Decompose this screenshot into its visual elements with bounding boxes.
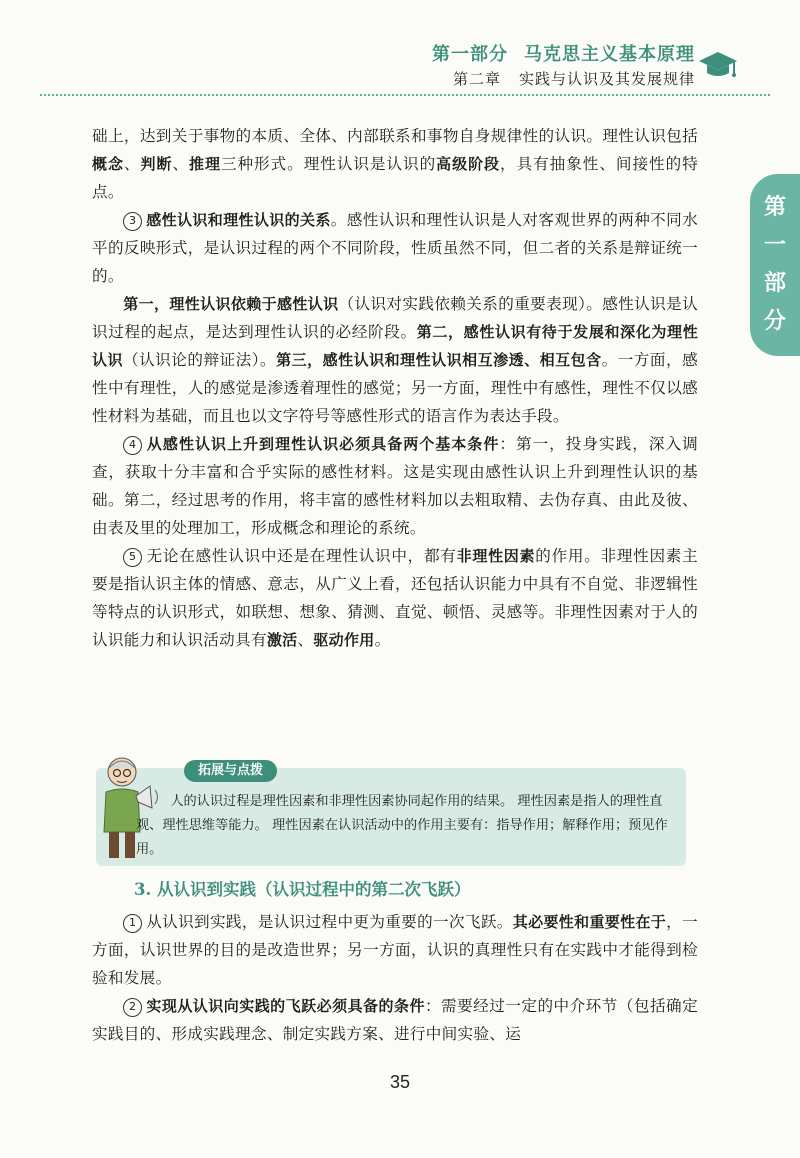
section-heading: 3. 从认识到实践（认识过程中的第二次飞跃）	[134, 880, 471, 899]
graduation-cap-icon	[698, 48, 738, 82]
paragraph-three-points: 第一，理性认识依赖于感性认识（认识对实践依赖关系的重要表现）。感性认识是认识过程的起点，是达到理性认识的必经阶段。第二，感性认识有待于发展和深化为理性认识（认识论的辩证法）。第三，感性认识和理性认识相互渗透、相互包含。一方面，感性中有理性，人的感觉是渗透着理性的感觉；另一方面，理性中有感性，理性不仅以感性材料为基础，而且也以文字符号等感性形式的语言作为表达手段。	[92, 295, 698, 425]
paragraph-conditions: 4 从感性认识上升到理性认识必须具备两个基本条件：第一，投身实践，深入调查，获取十分丰富和合乎实际的感性材料。这是实现由感性认识上升到理性认识的基础。第二，经过思考的作用，将丰富的感性材料加以去粗取精、去伪存真、由此及彼、由表及里的处理加工，形成概念和理论的系统。	[92, 435, 698, 537]
body-text-upper	[92, 122, 698, 654]
side-tab-char: 分	[763, 309, 786, 334]
chapter-line	[435, 68, 695, 89]
side-tab-char: 第	[763, 195, 786, 220]
circled-number: 1	[123, 914, 142, 933]
page-number: 35	[389, 1072, 411, 1092]
part-side-tab	[750, 174, 800, 356]
circled-number: 4	[123, 436, 142, 455]
circled-number: 2	[123, 998, 142, 1017]
tip-badge: 拓展与点拨	[184, 760, 277, 782]
book-title-line	[416, 40, 695, 66]
body-text-lower	[92, 908, 698, 1048]
side-tab-char: 部	[763, 271, 786, 296]
book-title: 马克思主义基本原理	[524, 44, 695, 65]
circled-number: 3	[123, 212, 142, 231]
paragraph-relationship: 3 感性认识和理性认识的关系。感性认识和理性认识是人对客观世界的两种不同水平的反映形式，是认识过程的两个不同阶段，性质虽然不同，但二者的关系是辩证统一的。	[92, 211, 698, 285]
chapter-title: 实践与认识及其发展规律	[518, 70, 695, 88]
header-divider	[40, 94, 770, 96]
chapter-label: 第二章	[452, 70, 501, 88]
tip-text: 人的认识过程是理性因素和非理性因素协同起作用的结果。 理性因素是指人的理性直观、理性思维等能力。 理性因素在认识活动中的作用主要有：指导作用；解释作用；预见作用。	[136, 794, 668, 857]
circled-number: 5	[123, 548, 142, 567]
side-tab-char: 一	[763, 233, 786, 258]
page-header	[0, 0, 800, 100]
paragraph-necessity: 1 从认识到实践，是认识过程中更为重要的一次飞跃。其必要性和重要性在于，一方面，认识世界的目的是改造世界；另一方面，认识的真理性只有在实践中才能得到检验和发展。	[92, 913, 698, 987]
part-label: 第一部分	[432, 44, 508, 65]
paragraph-rational-cognition: 础上，达到关于事物的本质、全体、内部联系和事物自身规律性的认识。理性认识包括概念、判断、推理三种形式。理性认识是认识的高级阶段，具有抽象性、间接性的特点。	[92, 127, 699, 201]
paragraph-leap-conditions: 2 实现从认识向实践的飞跃必须具备的条件：需要经过一定的中介环节（包括确定实践目的、形成实践理念、制定实践方案、进行中间实验、运	[92, 997, 698, 1043]
paragraph-irrational-factors: 5 无论在感性认识中还是在理性认识中，都有非理性因素的作用。非理性因素主要是指认识主体的情感、意志，从广义上看，还包括认识能力中具有不自觉、非逻辑性等特点的认识形式，如联想、想象、猜测、直觉、顿悟、灵感等。非理性因素对于人的认识能力和认识活动具有激活、驱动作用。	[92, 547, 698, 649]
